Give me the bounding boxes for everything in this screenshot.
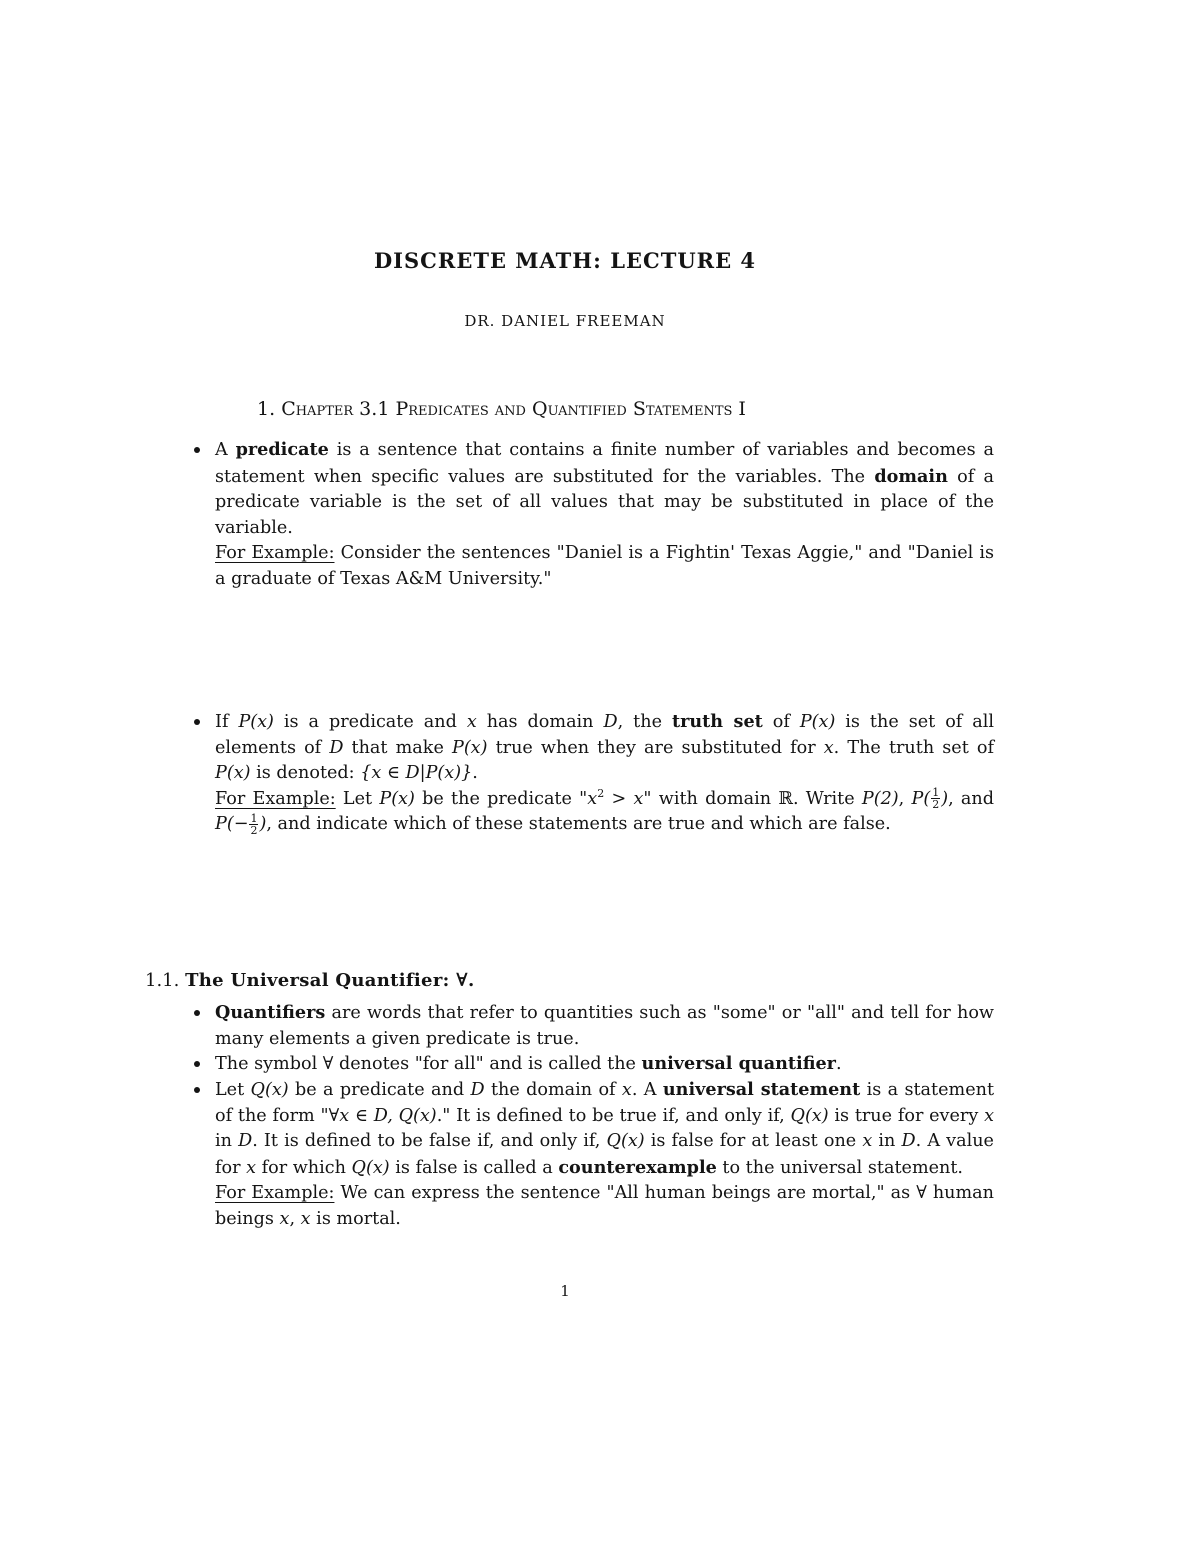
math: x [984, 1105, 994, 1126]
document-title: DISCRETE MATH: LECTURE 4 [373, 248, 757, 273]
text-run: has domain [476, 712, 604, 732]
text-run: is a statement of the form " [215, 1080, 995, 1126]
math: P(x) [215, 763, 251, 783]
math: Q(x) [606, 1131, 645, 1151]
term-quantifiers: Quantifiers [215, 1002, 326, 1023]
text-run: for which [256, 1157, 352, 1178]
text-run: . The truth set of [833, 737, 995, 758]
subsection-number: 1.1. [145, 970, 180, 991]
section-title: Chapter 3.1 Predicates and Quantified Statements I [281, 398, 746, 420]
math: ) [941, 788, 949, 809]
fraction-numerator: 1 [932, 786, 940, 799]
math: D [901, 1131, 916, 1151]
list-item-quantifiers [194, 1000, 994, 1052]
math: ∀x ∈ D, Q(x) [328, 1105, 437, 1126]
list-item-text [215, 709, 994, 838]
math-set: {x ∈ D|P(x)} [360, 763, 473, 783]
text-run: be the predicate " [414, 788, 588, 809]
author-name: DR. DANIEL FREEMAN [464, 312, 666, 330]
text-run: , [289, 1208, 301, 1229]
term-predicate: predicate [235, 439, 329, 460]
text-run: that make [343, 737, 452, 758]
text-run: of [762, 712, 800, 732]
text-run: is false is called a [389, 1157, 559, 1178]
text-run: . [472, 763, 478, 783]
page-number: 1 [560, 1282, 570, 1300]
text-run: . A value for [215, 1131, 994, 1178]
text-run: is a sentence that contains a finite number of variables and becomes a statement when specific values are substituted for the variables. The [215, 440, 994, 487]
term-domain: domain [874, 465, 948, 487]
text-run: , and indicate which of these statements are true and which are false. [266, 814, 891, 834]
math: P(x) [238, 712, 274, 732]
text-run: is false for at least one [644, 1131, 863, 1151]
text-run: . It is defined to be false if, and only if, [252, 1131, 607, 1151]
text-run: true when they are substituted for [487, 737, 824, 758]
subsection-title: The Universal Quantifier: ∀. [185, 970, 475, 991]
math: P(x) [379, 788, 415, 809]
math: D [238, 1131, 253, 1151]
list-item-text [215, 1051, 994, 1078]
math: x [862, 1131, 873, 1151]
example-label: For Example: [215, 543, 335, 563]
bullet-icon [194, 1061, 200, 1067]
fraction-numerator: 1 [250, 811, 258, 825]
text-run: > [604, 788, 634, 809]
section-heading [257, 398, 746, 420]
math: Q(x) [351, 1157, 390, 1178]
text-run: in [872, 1131, 902, 1151]
math: Q(x) [790, 1105, 829, 1126]
math: ) [259, 814, 267, 834]
list-item-predicate [194, 437, 994, 592]
math: P(x) [451, 737, 488, 758]
math: x [300, 1208, 311, 1229]
text-run: The symbol ∀ denotes "for all" and is called the [215, 1054, 642, 1074]
math: x [823, 737, 834, 758]
example-label: For Example: [215, 788, 336, 809]
math: P(2) [861, 788, 899, 809]
exponent: 2 [597, 786, 605, 800]
fraction-denominator: 2 [932, 798, 940, 811]
text-run: , and [948, 788, 995, 809]
example-text: Consider the sentences "Daniel is a Fightin' Texas Aggie," and "Daniel is a graduate of Texas A&M University." [215, 543, 994, 589]
list-item-symbol [194, 1051, 994, 1078]
text-run: be a predicate and [288, 1080, 471, 1100]
text-run: the domain of [484, 1080, 622, 1100]
math: D [470, 1080, 485, 1100]
fraction [931, 787, 940, 810]
math: x [246, 1157, 257, 1178]
text-run: . A [631, 1080, 663, 1100]
text-run: , the [617, 712, 672, 732]
section-number: 1. [257, 398, 276, 420]
bullet-icon [194, 1010, 200, 1016]
math: P(− [215, 814, 249, 834]
list-item-text [215, 437, 994, 592]
example-label: For Example: [215, 1183, 335, 1203]
text-run: is a predicate and [273, 712, 467, 732]
subsection-heading [145, 970, 475, 991]
bullet-icon [194, 719, 200, 725]
list-item-truth-set [194, 709, 994, 838]
text-run: A [215, 440, 236, 460]
math: x [466, 712, 477, 732]
text-run: Let [215, 1080, 251, 1100]
text-run: " with domain ℝ. Write [643, 788, 862, 809]
text-run: are words that refer to quantities such as "some" or "all" and tell for how many elements a given predicate is true. [215, 1003, 994, 1049]
text-run: in [215, 1131, 239, 1151]
term-truth-set: truth set [671, 711, 763, 732]
text-run: is true for every [828, 1105, 985, 1126]
text-run: of a predicate variable is the set of all values that may be substituted in place of the variable. [215, 466, 994, 538]
list-item-text [215, 1077, 994, 1232]
math: x [587, 788, 598, 809]
text-run: to the universal statement. [716, 1157, 964, 1178]
list-item-universal-statement [194, 1077, 994, 1232]
text-run: We can express the sentence "All human beings are mortal," as ∀ human beings [215, 1183, 995, 1229]
math: D [603, 712, 618, 732]
text-run: is mortal. [310, 1208, 401, 1229]
text-run: is the set of all elements of [215, 712, 995, 758]
text-run: , [898, 788, 912, 809]
text-run: . [835, 1054, 842, 1074]
text-run: is denoted: [250, 763, 361, 783]
list-item-text [215, 1000, 994, 1052]
text-run: If [215, 712, 239, 732]
term-universal-quantifier: universal quantifier [641, 1053, 836, 1074]
text-run: ." It is defined to be true if, and only if, [436, 1105, 791, 1126]
math: D [329, 737, 344, 758]
term-universal-statement: universal statement [662, 1079, 861, 1100]
math: Q(x) [250, 1080, 289, 1100]
text-run: Let [335, 788, 380, 809]
bullet-icon [194, 1087, 200, 1093]
math: P( [911, 788, 931, 809]
term-counterexample: counterexample [558, 1156, 717, 1178]
math: x [621, 1080, 632, 1100]
bullet-icon [194, 447, 200, 453]
fraction [249, 813, 258, 836]
math: P(x) [799, 712, 836, 732]
fraction-denominator: 2 [250, 823, 258, 837]
math: x [279, 1208, 290, 1229]
math: x [633, 788, 644, 809]
